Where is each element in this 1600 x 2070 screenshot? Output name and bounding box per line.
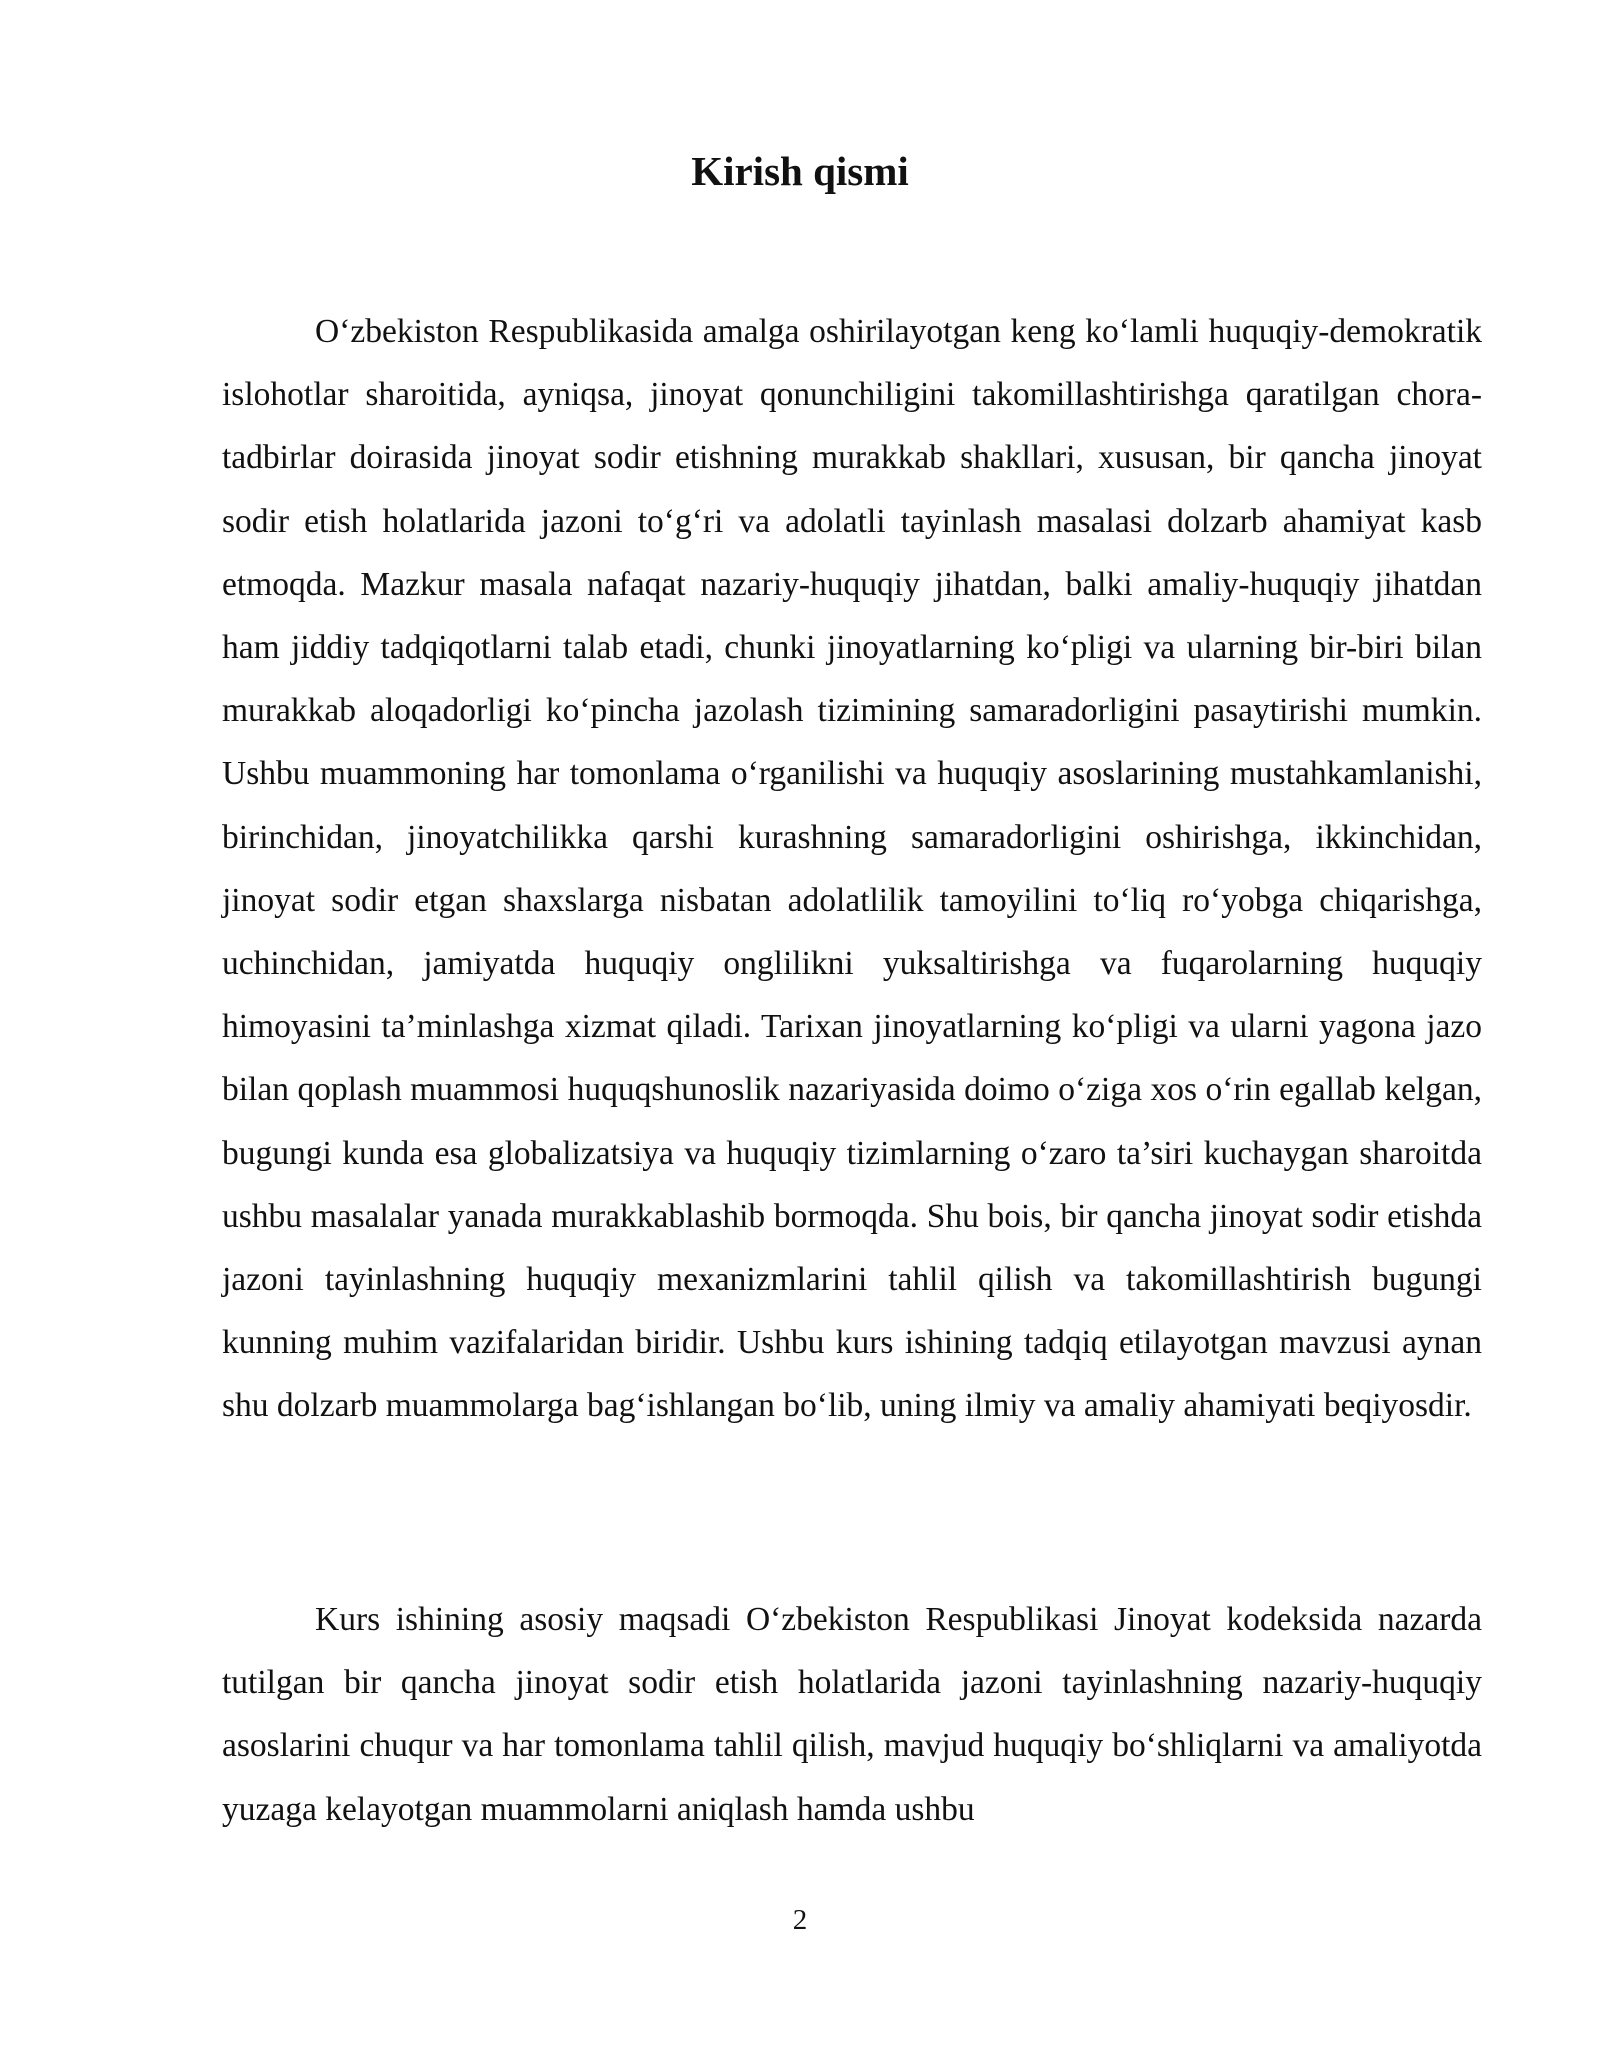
page-title: Kirish qismi — [691, 148, 909, 194]
page-number: 2 — [792, 1904, 808, 1936]
intro-paragraph-2: Kurs ishining asosiy maqsadi O‘zbekiston Respublikasi Jinoyat kodeksida nazarda tutilgan bir qancha jinoyat sodir etish holatlarida jazoni tayinlashning nazariy-huquqiy asoslarini chuqur va har tomonlama tahlil qilish, mavjud huquqiy bo‘shliqlarni va amaliyotda yuzaga kelayotgan muammolarni aniqlash hamda ushbu — [222, 1601, 1482, 1828]
intro-paragraph-1: O‘zbekiston Respublikasida amalga oshirilayotgan keng ko‘lamli huquqiy-demokratik islohotlar sharoitida, ayniqsa, jinoyat qonunchiligini takomillashtirishga qaratilgan chora-tadbirlar doirasida jinoyat sodir etishning murakkab shakllari, xususan, bir qancha jinoyat sodir etish holatlarida jazoni to‘g‘ri va adolatli tayinlash masalasi dolzarb ahamiyat kasb etmoqda. Mazkur masala nafaqat nazariy-huquqiy jihatdan, balki amaliy-huquqiy jihatdan ham jiddiy tadqiqotlarni talab etadi, chunki jinoyatlarning ko‘pligi va ularning bir-biri bilan murakkab aloqadorligi ko‘pincha jazolash tizimining samaradorligini pasaytirishi mumkin. Ushbu muammoning har tomonlama o‘rganilishi va huquqiy asoslarining mustahkamlanishi, birinchidan, jinoyatchilikka qarshi kurashning samaradorligini oshirishga, ikkinchidan, jinoyat sodir etgan shaxslarga nisbatan adolatlilik tamoyilini to‘liq ro‘yobga chiqarishga, uchinchidan, jamiyatda huquqiy onglilikni yuksaltirishga va fuqarolarning huquqiy himoyasini ta’minlashga xizmat qiladi. Tarixan jinoyatlarning ko‘pligi va ularni yagona jazo bilan qoplash muammosi huquqshunoslik nazariyasida doimo o‘ziga xos o‘rin egallab kelgan, bugungi kunda esa globalizatsiya va huquqiy tizimlarning o‘zaro ta’siri kuchaygan sharoitda ushbu masalalar yanada murakkablashib bormoqda. Shu bois, bir qancha jinoyat sodir etishda jazoni tayinlashning huquqiy mexanizmlarini tahlil qilish va takomillashtirish bugungi kunning muhim vazifalaridan biridir. Ushbu kurs ishining tadqiq etilayotgan mavzusi aynan shu dolzarb muammolarga bag‘ishlangan bo‘lib, uning ilmiy va amaliy ahamiyati beqiyosdir. — [222, 313, 1482, 1425]
